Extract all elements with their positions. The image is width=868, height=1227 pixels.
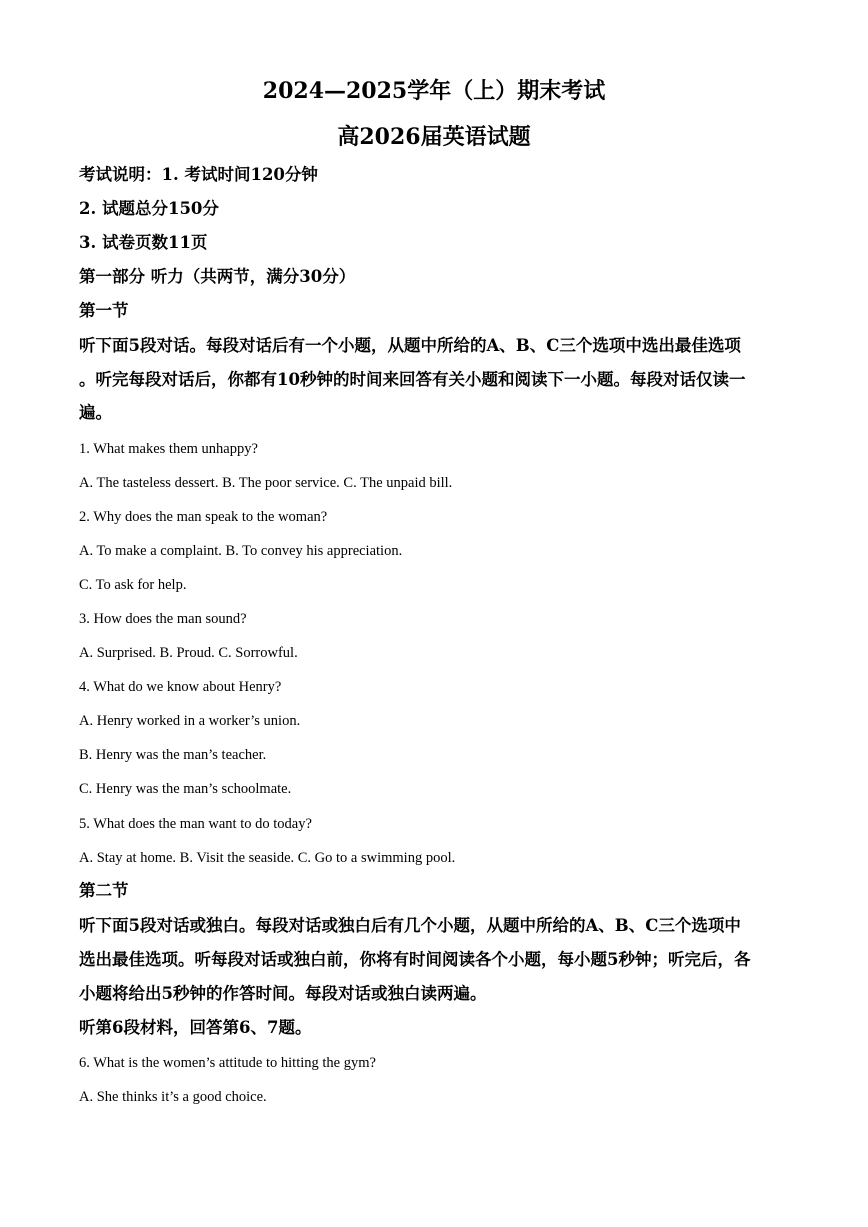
question-5-options: A. Stay at home. B. Visit the seaside. C. Go to a swimming pool.: [79, 850, 456, 866]
section1-directions-line-1: 听下面5段对话。每段对话后有一个小题，从题中所给的A、B、C三个选项中选出最佳选项: [79, 336, 741, 355]
question-2-stem: 2. Why does the man speak to the woman?: [79, 509, 328, 525]
instructions-line-3: 3. 试卷页数11页: [79, 233, 208, 252]
question-6-option-a: A. She thinks it’s a good choice.: [79, 1089, 267, 1105]
section1-directions-line-2: 。听完每段对话后，你都有10秒钟的时间来回答有关小题和阅读下一小题。每段对话仅读一: [79, 370, 746, 389]
section2-heading: 第二节: [79, 881, 129, 900]
question-1-stem: 1. What makes them unhappy?: [79, 441, 258, 457]
instructions-line-1: 考试说明：1. 考试时间120分钟: [79, 165, 318, 184]
question-2-options-line-2: C. To ask for help.: [79, 577, 187, 593]
question-2-options-line-1: A. To make a complaint. B. To convey his appreciation.: [79, 543, 403, 559]
question-4-option-b: B. Henry was the man’s teacher.: [79, 747, 267, 763]
material-6-heading: 听第6段材料，回答第6、7题。: [79, 1018, 312, 1037]
exam-title: 2024—2025学年（上）期末考试: [262, 78, 606, 104]
exam-subtitle: 高2026届英语试题: [337, 124, 531, 150]
section1-heading: 第一节: [79, 301, 129, 320]
part1-heading: 第一部分 听力（共两节，满分30分）: [79, 267, 356, 286]
question-6-stem: 6. What is the women’s attitude to hitting the gym?: [79, 1055, 376, 1071]
question-5-stem: 5. What does the man want to do today?: [79, 816, 312, 832]
question-3-stem: 3. How does the man sound?: [79, 611, 247, 627]
section1-directions-line-3: 遍。: [79, 403, 112, 422]
question-1-options: A. The tasteless dessert. B. The poor service. C. The unpaid bill.: [79, 475, 453, 491]
section2-directions-line-1: 听下面5段对话或独白。每段对话或独白后有几个小题，从题中所给的A、B、C三个选项中: [79, 916, 741, 935]
section2-directions-line-2: 选出最佳选项。听每段对话或独白前，你将有时间阅读各个小题，每小题5秒钟；听完后，各: [79, 950, 751, 969]
question-4-option-a: A. Henry worked in a worker’s union.: [79, 713, 301, 729]
question-3-options: A. Surprised. B. Proud. C. Sorrowful.: [79, 645, 298, 661]
question-4-option-c: C. Henry was the man’s schoolmate.: [79, 781, 292, 797]
section2-directions-line-3: 小题将给出5秒钟的作答时间。每段对话或独白读两遍。: [79, 984, 487, 1003]
instructions-line-2: 2. 试题总分150分: [79, 199, 219, 218]
question-4-stem: 4. What do we know about Henry?: [79, 679, 282, 695]
